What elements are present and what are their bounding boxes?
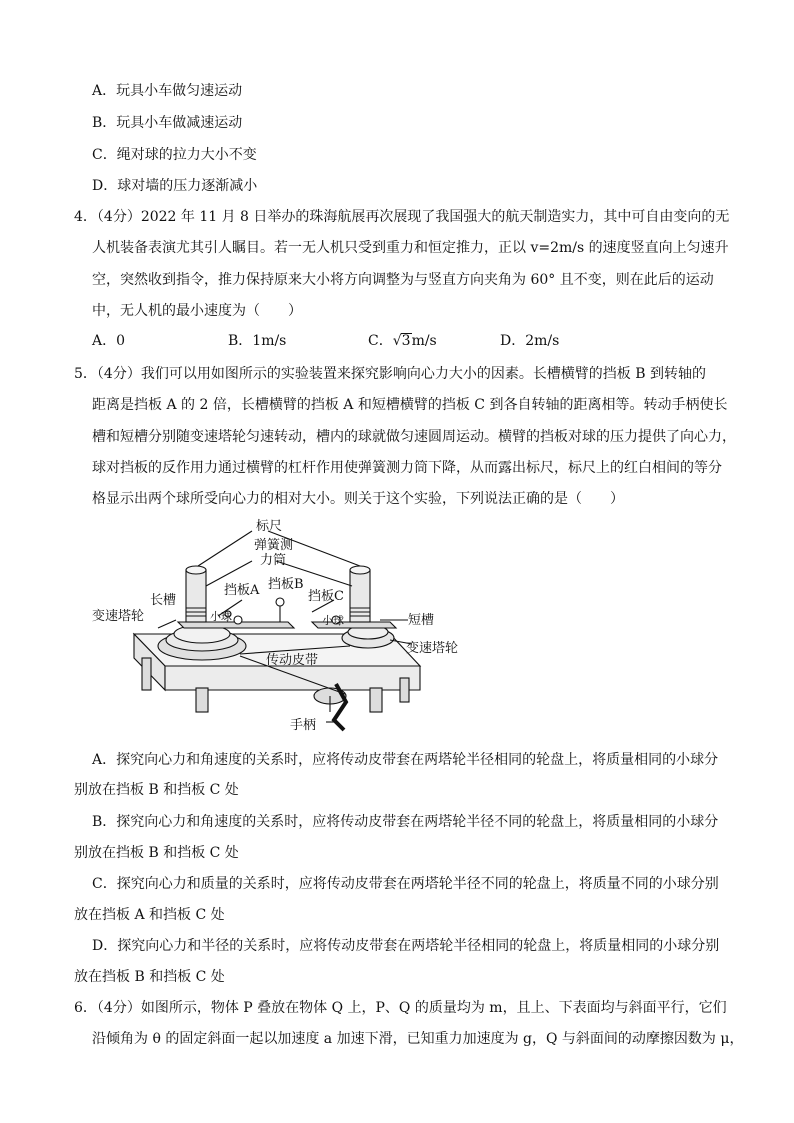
q4-option-c-prefix: C． [368, 333, 393, 349]
q4-option-c-unit: m/s [411, 333, 437, 349]
q3-option-c: C．绳对球的拉力大小不变 [92, 147, 257, 163]
q5-stem-line-1: 5．（4分）我们可以用如图所示的实验装置来探究影响向心力大小的因素。长槽横臂的挡板 B 到转轴的 [74, 366, 707, 382]
q5-stem-line-3: 槽和短槽分别随变速塔轮匀速转动，槽内的球就做匀速圆周运动。横臂的挡板对球的压力提供了向心力， [92, 429, 736, 445]
q4-option-d: D．2m/s [500, 333, 560, 349]
q6-stem-line-1: 6．（4分）如图所示，物体 P 叠放在物体 Q 上，P、Q 的质量均为 m，且上、下表面均与斜面平行，它们 [74, 1000, 727, 1016]
q4-stem-line-3: 空，突然收到指令，推力保持原来大小将方向调整为与竖直方向夹角为 60° 且不变，则在此后的运动 [92, 272, 714, 288]
label-tanhuang-2: 力筒 [260, 553, 287, 568]
label-dangban-a: 挡板A [224, 583, 260, 598]
label-duancao: 短槽 [408, 613, 435, 628]
q5-option-a-line-2: 别放在挡板 B 和挡板 C 处 [74, 782, 239, 798]
q5-option-a-line-1: A．探究向心力和角速度的关系时，应将传动皮带套在两塔轮半径相同的轮盘上，将质量相同的小球分 [92, 752, 719, 768]
label-biansu-right: 变速塔轮 [406, 641, 459, 656]
label-shoubing: 手柄 [290, 718, 317, 733]
q5-option-b-line-2: 别放在挡板 B 和挡板 C 处 [74, 845, 239, 861]
q3-option-a: A．玩具小车做匀速运动 [92, 83, 243, 99]
label-xiaoqiu-left: 小球 [210, 610, 232, 623]
q4-option-c [368, 331, 437, 351]
q4-stem-line-1: 4．（4分）2022 年 11 月 8 日举办的珠海航展再次展现了我国强大的航天制造实力，其中可自由变向的无 [74, 209, 730, 225]
label-chuandong: 传动皮带 [266, 653, 319, 668]
q6-stem-line-2: 沿倾角为 θ 的固定斜面一起以加速度 a 加速下滑，已知重力加速度为 g，Q 与斜面间的动摩擦因数为 μ， [92, 1031, 744, 1047]
sqrt-sign: √ [392, 333, 402, 349]
label-dangban-b: 挡板B [268, 577, 304, 592]
q5-stem-line-2: 距离是挡板 A 的 2 倍，长槽横臂的挡板 A 和短槽横臂的挡板 C 到各自转轴的距离相等。转动手柄使长 [92, 397, 728, 413]
label-changcao: 长槽 [150, 593, 177, 608]
q5-option-d-line-1: D．探究向心力和半径的关系时，应将传动皮带套在两塔轮半径相同的轮盘上，将质量相同的小球分别 [92, 938, 720, 954]
label-dangban-c: 挡板C [308, 589, 344, 604]
label-xiaoqiu-right: 小球 [322, 614, 344, 627]
q5-option-c-line-2: 放在挡板 A 和挡板 C 处 [74, 907, 225, 923]
label-biaochi: 标尺 [256, 519, 283, 534]
q5-stem-line-5: 格显示出两个球所受向心力的相对大小。则关于这个实验，下列说法正确的是（ ） [92, 491, 624, 507]
q5-option-c-line-1: C．探究向心力和质量的关系时，应将传动皮带套在两塔轮半径不同的轮盘上，将质量不同的小球分别 [92, 876, 719, 892]
q5-stem-line-4: 球对挡板的反作用力通过横臂的杠杆作用使弹簧测力筒下降，从而露出标尺，标尺上的红白相间的等分 [92, 460, 722, 476]
centripetal-force-apparatus-figure [90, 516, 470, 740]
label-tanhuang-1: 弹簧测 [254, 538, 294, 553]
q4-option-b: B．1m/s [228, 333, 287, 349]
q5-option-d-line-2: 放在挡板 B 和挡板 C 处 [74, 969, 225, 985]
q4-stem-line-2: 人机装备表演尤其引人瞩目。若一无人机只受到重力和恒定推力，正以 v=2m/s 的速度竖直向上匀速升 [92, 240, 729, 256]
sqrt-radicand: 3 [401, 333, 411, 349]
q3-option-d: D．球对墙的压力逐渐减小 [92, 178, 258, 194]
q3-option-b: B．玩具小车做减速运动 [92, 115, 243, 131]
q5-option-b-line-1: B．探究向心力和角速度的关系时，应将传动皮带套在两塔轮半径不同的轮盘上，将质量相同的小球分 [92, 814, 719, 830]
label-biansu-left: 变速塔轮 [92, 609, 145, 624]
q4-option-a: A．0 [92, 333, 126, 349]
q4-stem-line-4: 中，无人机的最小速度为（ ） [92, 303, 302, 319]
